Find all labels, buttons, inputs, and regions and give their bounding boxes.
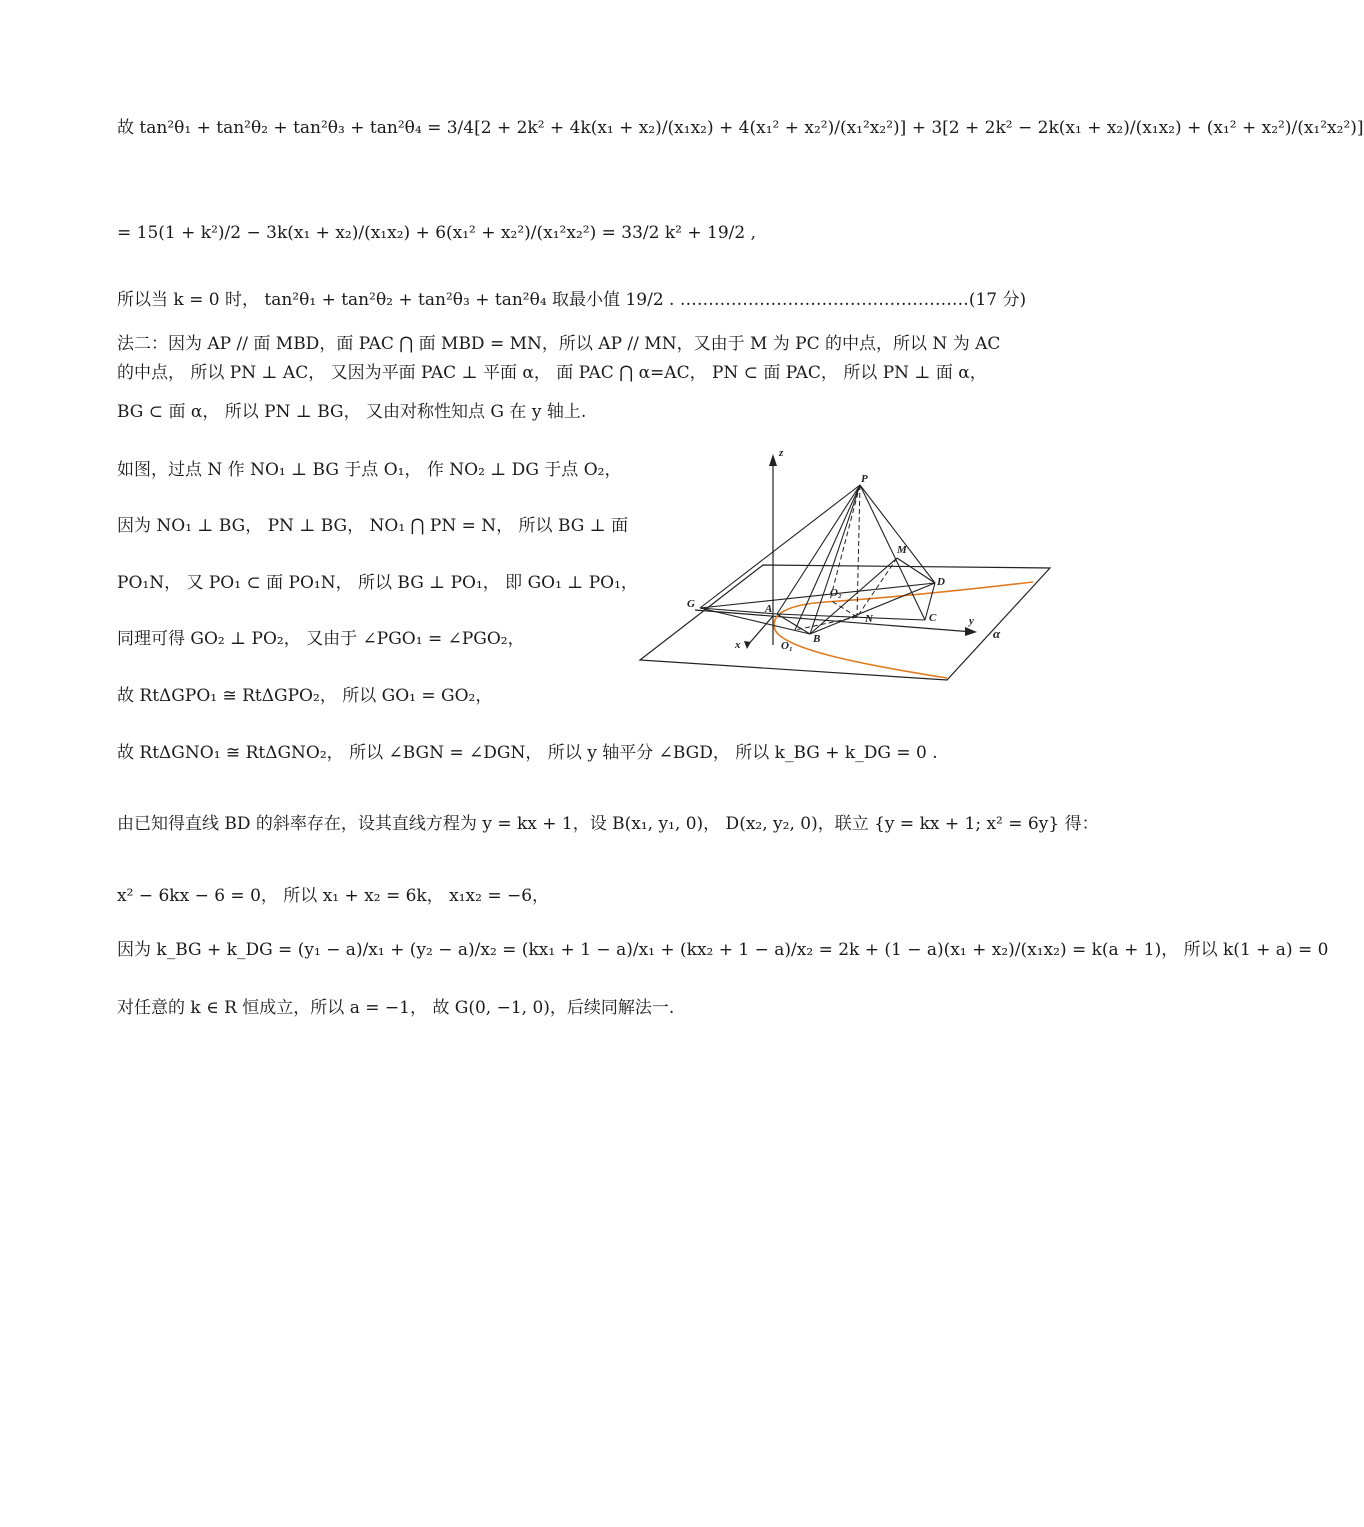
label-alpha: α — [993, 626, 1001, 641]
edge-PD — [860, 485, 935, 583]
line-equation-setup: 由已知得直线 BD 的斜率存在，设其直线方程为 y = kx + 1，设 B(x₁, y₁, 0)， D(x₂, y₂, 0)，联立 {y = kx + 1; x² = 6y} 得： — [117, 814, 1099, 834]
method-two-line-1: 法二：因为 AP // 面 MBD，面 PAC ⋂ 面 MBD = MN，所以 AP // MN，又由于 M 为 PC 的中点，所以 N 为 AC — [117, 334, 1001, 354]
dashed-PN — [857, 485, 860, 617]
label-z: z — [779, 447, 784, 459]
edge-AB — [777, 614, 810, 634]
label-N: N — [865, 613, 873, 625]
proof-line-5: 故 RtΔGPO₁ ≅ RtΔGPO₂， 所以 GO₁ = GO₂， — [117, 686, 493, 706]
quadratic-line: x² − 6kx − 6 = 0， 所以 x₁ + x₂ = 6k， x₁x₂ = −6， — [117, 886, 550, 906]
slope-sum-line: 因为 k_BG + k_DG = (y₁ − a)/x₁ + (y₂ − a)/x₂ = (kx₁ + 1 − a)/x₁ + (kx₂ + 1 − a)/x₂ = 2k + (1 − a)(x₁ + x₂)/(x₁x₂) = k(a + 1)， 所以 k(1 + a) = 0 — [117, 940, 1329, 960]
proof-line-3: PO₁N， 又 PO₁ ⊂ 面 PO₁N， 所以 BG ⊥ PO₁， 即 GO₁ ⊥ PO₁， — [117, 573, 638, 593]
edge-BD — [810, 583, 935, 634]
label-y: y — [969, 615, 974, 627]
equation-line-2: = 15(1 + k²)/2 − 3k(x₁ + x₂)/(x₁x₂) + 6(x₁² + x₂²)/(x₁²x₂²) = 33/2 k² + 19/2 , — [117, 223, 756, 243]
conclusion-line-score: 所以当 k = 0 时， tan²θ₁ + tan²θ₂ + tan²θ₃ + tan²θ₄ 取最小值 19/2 . ……………………………………………(17 分) — [117, 290, 1027, 310]
y-axis-arrow — [965, 627, 977, 636]
edge-MD — [897, 558, 935, 583]
plane-alpha — [640, 565, 1050, 680]
label-O1: O₁ — [781, 640, 793, 652]
dashed-NO2 — [830, 600, 857, 617]
label-A: A — [765, 603, 773, 615]
proof-line-2: 因为 NO₁ ⊥ BG， PN ⊥ BG， NO₁ ⋂ PN = N， 所以 BG ⊥ 面 — [117, 516, 629, 536]
method-two-line-3: BG ⊂ 面 α， 所以 PN ⊥ BG， 又由对称性知点 G 在 y 轴上. — [117, 402, 587, 422]
label-G: G — [687, 598, 695, 610]
method-two-line-2: 的中点， 所以 PN ⊥ AC， 又因为平面 PAC ⊥ 平面 α， 面 PAC ⋂ α=AC， PN ⊂ 面 PAC， 所以 PN ⊥ 面 α， — [117, 363, 987, 383]
proof-line-1: 如图，过点 N 作 NO₁ ⊥ BG 于点 O₁， 作 NO₂ ⊥ DG 于点 O₂， — [117, 460, 622, 480]
label-M: M — [897, 544, 907, 556]
equation-line-1: 故 tan²θ₁ + tan²θ₂ + tan²θ₃ + tan²θ₄ = 3/4[2 + 2k² + 4k(x₁ + x₂)/(x₁x₂) + 4(x₁² + x₂²)/(x₁²x₂²)] + 3[2 + 2k² − 2k(x₁ + x₂)/(x₁x₂) + (x₁² + x₂²)/(x₁²x₂²)] — [117, 118, 1364, 138]
z-axis-arrow — [769, 454, 777, 466]
x-axis-arrow — [744, 641, 751, 649]
edge-PA — [777, 485, 860, 614]
label-C: C — [929, 612, 937, 624]
proof-line-4: 同理可得 GO₂ ⊥ PO₂， 又由于 ∠PGO₁ = ∠PGO₂， — [117, 629, 525, 649]
label-D: D — [937, 576, 945, 588]
label-B: B — [813, 633, 821, 645]
label-x: x — [735, 639, 741, 651]
proof-line-6: 故 RtΔGNO₁ ≅ RtΔGNO₂， 所以 ∠BGN = ∠DGN， 所以 y 轴平分 ∠BGD， 所以 k_BG + k_DG = 0 . — [117, 743, 938, 763]
edge-PO1 — [795, 485, 860, 630]
final-line: 对任意的 k ∈ R 恒成立，所以 a = −1， 故 G(0, −1, 0)，后续同解法一. — [117, 998, 675, 1018]
label-O2: O₂ — [830, 587, 842, 599]
geometry-figure — [635, 440, 1055, 690]
label-P: P — [861, 473, 868, 485]
